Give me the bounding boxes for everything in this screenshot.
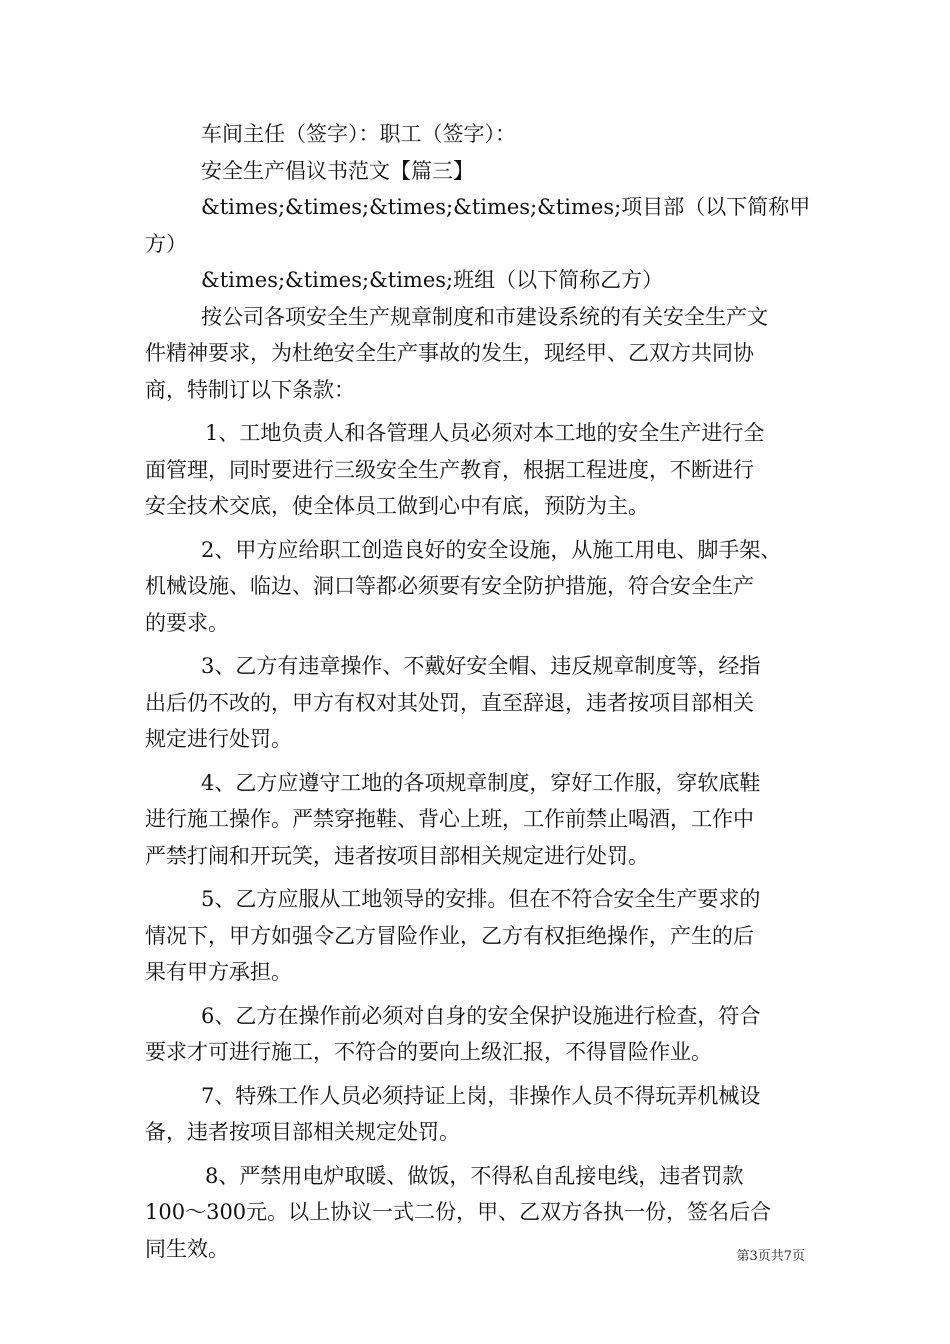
- clause-5-line: 5、乙方应服从工地领导的安排。但在不符合安全生产要求的: [201, 887, 761, 911]
- clause-7-line: 备，违者按项目部相关规定处罚。: [145, 1120, 460, 1144]
- party-a-line: &times;&times;&times;&times;&times;项目部（以下简称甲: [201, 195, 811, 219]
- intro-paragraph-line: 商，特制订以下条款：: [145, 377, 355, 402]
- clause-1-line: 安全技术交底，使全体员工做到心中有底，预防为主。: [145, 494, 649, 518]
- clause-3-line: 出后仍不改的，甲方有权对其处罚，直至辞退，违者按项目部相关: [145, 690, 754, 715]
- party-b-line: &times;&times;&times;班组（以下简称乙方）: [201, 268, 664, 292]
- clause-1-line: 面管理，同时要进行三级安全生产教育，根据工程进度，不断进行: [145, 457, 754, 482]
- signature-line: 车间主任（签字）：职工（签字）：: [201, 122, 516, 146]
- clause-4-line: 进行施工操作。严禁穿拖鞋、背心上班，工作前禁止喝酒，工作中: [145, 807, 754, 831]
- clause-4-line: 4、乙方应遵守工地的各项规章制度，穿好工作服，穿软底鞋: [201, 770, 761, 795]
- clause-6-line: 6、乙方在操作前必须对自身的安全保护设施进行检查，符合: [201, 1003, 761, 1028]
- clause-8-line: 8、严禁用电炉取暖、做饭，不得私自乱接电线，违者罚款: [205, 1163, 744, 1188]
- clause-4-line: 严禁打闹和开玩笑，违者按项目部相关规定进行处罚。: [145, 843, 649, 868]
- clause-2-line: 2、甲方应给职工创造良好的安全设施，从施工用电、脚手架、: [201, 537, 782, 562]
- clause-3-line: 规定进行处罚。: [145, 727, 292, 751]
- party-a-line-cont: 方）: [145, 231, 187, 256]
- page-number-footer: 第3页共7页: [736, 1249, 805, 1264]
- intro-paragraph-line: 按公司各项安全生产规章制度和市建设系统的有关安全生产文: [201, 304, 768, 329]
- clause-3-line: 3、乙方有违章操作、不戴好安全帽、违反规章制度等，经指: [201, 654, 761, 678]
- clause-5-line: 情况下，甲方如强令乙方冒险作业，乙方有权拒绝操作，产生的后: [145, 923, 754, 948]
- clause-7-line: 7、特殊工作人员必须持证上岗，非操作人员不得玩弄机械设: [201, 1083, 761, 1108]
- clause-8-line: 100～300元。以上协议一式二份，甲、乙双方各执一份，签名后合: [145, 1200, 772, 1224]
- intro-paragraph-line: 件精神要求，为杜绝安全生产事故的发生，现经甲、乙双方共同协: [145, 341, 754, 365]
- clause-2-line: 的要求。: [145, 610, 229, 635]
- clause-6-line: 要求才可进行施工，不符合的要向上级汇报，不得冒险作业。: [145, 1040, 712, 1064]
- clause-8-line: 同生效。: [145, 1236, 229, 1261]
- section-title: 安全生产倡议书范文【篇三】: [201, 158, 474, 183]
- document-body: [145, 116, 810, 1267]
- clause-5-line: 果有甲方承担。: [145, 960, 292, 984]
- clause-1-line: 1、工地负责人和各管理人员必须对本工地的安全生产进行全: [205, 421, 765, 445]
- clause-2-line: 机械设施、临边、洞口等都必须要有安全防护措施，符合安全生产: [145, 574, 754, 598]
